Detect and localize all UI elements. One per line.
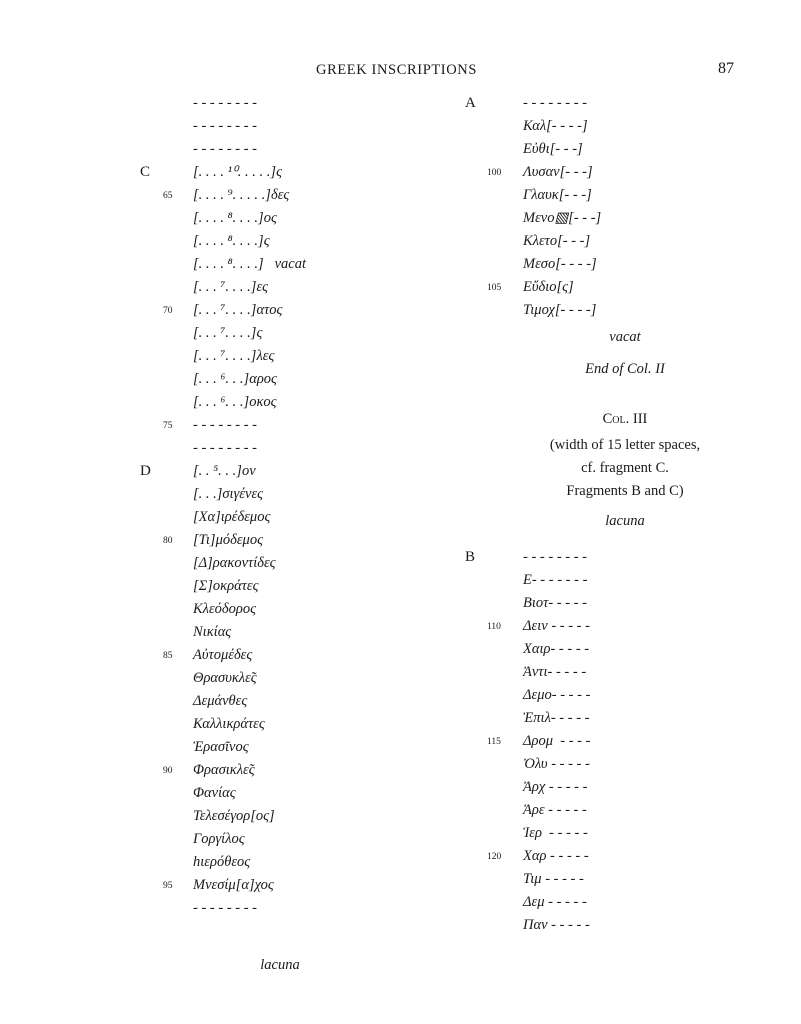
inscription-text: Τελεσέγορ[ος] bbox=[193, 808, 275, 824]
fragment-label: B bbox=[465, 549, 476, 565]
column-three-lines bbox=[465, 549, 785, 940]
inscription-line bbox=[140, 302, 460, 325]
inscription-line bbox=[465, 187, 785, 210]
line-number: 120 bbox=[487, 852, 502, 862]
inscription-text: Νικίας bbox=[193, 624, 232, 640]
inscription-line bbox=[465, 302, 785, 325]
spacer bbox=[465, 513, 785, 549]
vacat-label: vacat bbox=[609, 329, 641, 345]
inscription-line bbox=[465, 549, 785, 572]
inscription-line bbox=[465, 141, 785, 164]
spacer bbox=[465, 325, 785, 353]
inscription-line bbox=[140, 210, 460, 233]
inscription-line bbox=[140, 647, 460, 670]
inscription-line bbox=[140, 141, 460, 164]
inscription-line bbox=[465, 802, 785, 825]
line-number: 70 bbox=[163, 306, 173, 316]
inscription-text: Δρομ - - - - bbox=[523, 733, 591, 749]
fragment-label: D bbox=[140, 463, 151, 479]
inscription-text: Ἀντι- - - - - bbox=[523, 664, 587, 680]
inscription-line bbox=[140, 601, 460, 624]
inscription-text: [Δ]ρακοντίδες bbox=[193, 555, 276, 571]
left-column bbox=[140, 95, 460, 974]
page-header bbox=[0, 60, 801, 84]
inscription-line bbox=[140, 624, 460, 647]
inscription-line bbox=[140, 95, 460, 118]
inscription-line bbox=[140, 900, 460, 923]
inscription-line bbox=[465, 917, 785, 940]
inscription-text: Ἐρασῖνος bbox=[193, 739, 249, 755]
inscription-line bbox=[465, 710, 785, 733]
inscription-text: [. . . . ⁸. . . .] vacat bbox=[193, 256, 306, 272]
column-three-note-line: Fragments B and C) bbox=[566, 483, 684, 499]
inscription-text: - - - - - - - - bbox=[193, 118, 258, 134]
lacuna-label: lacuna bbox=[260, 957, 300, 973]
inscription-text: - - - - - - - - bbox=[193, 417, 258, 433]
inscription-line bbox=[140, 348, 460, 371]
line-number: 80 bbox=[163, 536, 173, 546]
fragment-label: A bbox=[465, 95, 476, 111]
inscription-text: [. . . ⁷. . . .]ες bbox=[193, 279, 269, 295]
spacer bbox=[465, 353, 785, 403]
inscription-text: Παν - - - - - bbox=[523, 917, 590, 933]
inscription-text: Δεμάνθες bbox=[193, 693, 248, 709]
inscription-line bbox=[140, 785, 460, 808]
fragment-label: C bbox=[140, 164, 151, 180]
inscription-line bbox=[140, 463, 460, 486]
inscription-text: Ἀρχ - - - - - bbox=[523, 779, 588, 795]
line-number: 65 bbox=[163, 191, 173, 201]
inscription-line bbox=[140, 532, 460, 555]
inscription-text: Κλετο[- - -] bbox=[523, 233, 591, 249]
inscription-line bbox=[140, 808, 460, 831]
inscription-text: [. . . ⁶. . .]αρος bbox=[193, 371, 277, 387]
inscription-text: [. . . . ⁸. . . .]ος bbox=[193, 210, 277, 226]
inscription-line bbox=[140, 509, 460, 532]
inscription-text: Ἐπιλ- - - - - bbox=[523, 710, 590, 726]
inscription-text: Κλεόδορος bbox=[193, 601, 256, 617]
inscription-text: [. . . . ¹⁰. . . . .]ς bbox=[193, 164, 282, 180]
inscription-text: - - - - - - - - bbox=[193, 141, 258, 157]
inscription-line bbox=[465, 641, 785, 664]
inscription-text: [. . . ⁷. . . .]λες bbox=[193, 348, 275, 364]
line-number: 115 bbox=[487, 737, 501, 747]
inscription-line bbox=[140, 394, 460, 417]
inscription-text: Γοργίλος bbox=[193, 831, 245, 847]
inscription-line bbox=[465, 687, 785, 710]
line-number: 105 bbox=[487, 283, 502, 293]
inscription-line bbox=[465, 164, 785, 187]
note-row bbox=[465, 483, 785, 513]
inscription-line bbox=[140, 578, 460, 601]
inscription-line bbox=[465, 779, 785, 802]
line-number: 85 bbox=[163, 651, 173, 661]
inscription-text: - - - - - - - - bbox=[193, 95, 258, 111]
inscription-text: [Σ]οκράτες bbox=[193, 578, 259, 594]
inscription-text: Ἀρε - - - - - bbox=[523, 802, 587, 818]
line-number: 95 bbox=[163, 881, 173, 891]
inscription-line bbox=[140, 371, 460, 394]
inscription-text: Φανίας bbox=[193, 785, 236, 801]
right-column bbox=[465, 95, 785, 940]
inscription-text: [. . . . ⁹. . . . .]δες bbox=[193, 187, 290, 203]
inscription-line bbox=[140, 164, 460, 187]
inscription-text: [. . . ⁷. . . .]ς bbox=[193, 325, 263, 341]
spacer bbox=[140, 923, 460, 957]
line-number: 110 bbox=[487, 622, 501, 632]
inscription-line bbox=[140, 555, 460, 578]
inscription-text: [. . ⁵. . .]ον bbox=[193, 463, 256, 479]
inscription-text: - - - - - - - - bbox=[523, 95, 588, 111]
line-number: 75 bbox=[163, 421, 173, 431]
inscription-line bbox=[140, 716, 460, 739]
inscription-text: Γλαυκ[- - -] bbox=[523, 187, 592, 203]
inscription-text: - - - - - - - - bbox=[523, 549, 588, 565]
inscription-line bbox=[465, 572, 785, 595]
column-three-note-line: cf. fragment C. bbox=[581, 460, 669, 476]
column-three-note-line: (width of 15 letter spaces, bbox=[549, 437, 701, 453]
inscription-line bbox=[140, 739, 460, 762]
left-column-lines bbox=[140, 95, 460, 923]
line-number: 90 bbox=[163, 766, 173, 776]
column-three-heading: Col. III bbox=[602, 411, 648, 427]
line-number: 100 bbox=[487, 168, 502, 178]
inscription-line bbox=[465, 95, 785, 118]
inscription-text: Φρασικλε̃ς bbox=[193, 762, 255, 778]
inscription-line bbox=[465, 733, 785, 756]
inscription-line bbox=[465, 664, 785, 687]
inscription-text: Τιμοχ[- - - -] bbox=[523, 302, 597, 318]
inscription-text: Θρασυκλε̃ς bbox=[193, 670, 257, 686]
inscription-line bbox=[140, 233, 460, 256]
inscription-line bbox=[140, 693, 460, 716]
inscription-line bbox=[140, 486, 460, 509]
inscription-line bbox=[140, 854, 460, 877]
inscription-line bbox=[465, 756, 785, 779]
inscription-line bbox=[140, 279, 460, 302]
column-two-lines bbox=[465, 95, 785, 325]
inscription-text: Χαιρ- - - - - bbox=[523, 641, 590, 657]
lacuna-label: lacuna bbox=[605, 513, 645, 529]
inscription-line bbox=[465, 825, 785, 848]
inscription-text: hιερόθεος bbox=[193, 854, 251, 870]
inscription-line bbox=[140, 187, 460, 210]
inscription-text: Μνεσίμ[α]χος bbox=[193, 877, 274, 893]
end-of-column-label: End of Col. II bbox=[585, 361, 665, 377]
inscription-text: Τιμ - - - - - bbox=[523, 871, 584, 887]
inscription-line bbox=[140, 440, 460, 463]
inscription-text: [Τι]μόδεμος bbox=[193, 532, 263, 548]
inscription-line bbox=[465, 848, 785, 871]
inscription-text: Αὐτομέδες bbox=[193, 647, 253, 663]
inscription-line bbox=[465, 894, 785, 917]
running-title: GREEK INSCRIPTIONS bbox=[316, 62, 478, 78]
inscription-line bbox=[140, 670, 460, 693]
inscription-line bbox=[140, 256, 460, 279]
inscription-text: [Χα]ιρέδεμος bbox=[193, 509, 271, 525]
inscription-line bbox=[465, 618, 785, 641]
inscription-text: Ὀλυ - - - - - bbox=[523, 756, 590, 772]
inscription-line bbox=[140, 325, 460, 348]
inscription-line bbox=[465, 256, 785, 279]
spacer bbox=[465, 403, 785, 437]
inscription-text: Μενο▧[- - -] bbox=[523, 210, 602, 226]
inscription-line bbox=[140, 762, 460, 785]
inscription-text: Εὔδιο[ς] bbox=[523, 279, 574, 295]
inscription-text: Ἱερ - - - - - bbox=[523, 825, 588, 841]
inscription-line bbox=[465, 118, 785, 141]
inscription-text: [. . . ⁷. . . .]ατος bbox=[193, 302, 283, 318]
inscription-text: Δειν - - - - - bbox=[523, 618, 590, 634]
note-row bbox=[465, 460, 785, 483]
inscription-text: Εὐθι[- - -] bbox=[523, 141, 583, 157]
inscription-text: [. . . . ⁸. . . .]ς bbox=[193, 233, 270, 249]
inscription-text: Δεμο- - - - - bbox=[523, 687, 591, 703]
note-row bbox=[465, 437, 785, 460]
inscription-text: Λυσαν[- - -] bbox=[523, 164, 593, 180]
inscription-text: [. . . ⁶. . .]οκος bbox=[193, 394, 277, 410]
inscription-line bbox=[140, 118, 460, 141]
inscription-text: - - - - - - - - bbox=[193, 440, 258, 456]
inscription-text: Βιοτ- - - - - bbox=[523, 595, 587, 611]
inscription-line bbox=[465, 279, 785, 302]
inscription-line bbox=[465, 871, 785, 894]
inscription-line bbox=[465, 233, 785, 256]
inscription-text: Δεμ - - - - - bbox=[523, 894, 587, 910]
inscription-line bbox=[140, 417, 460, 440]
inscription-line bbox=[465, 210, 785, 233]
inscription-text: [. . .]σιγένες bbox=[193, 486, 264, 502]
inscription-text: Καλλικράτες bbox=[193, 716, 265, 732]
inscription-text: Μεσο[- - - -] bbox=[523, 256, 597, 272]
inscription-line bbox=[140, 877, 460, 900]
inscription-line bbox=[465, 595, 785, 618]
inscription-line bbox=[140, 831, 460, 854]
page-number: 87 bbox=[718, 60, 734, 77]
inscription-text: - - - - - - - - bbox=[193, 900, 258, 916]
inscription-text: Χαρ - - - - - bbox=[523, 848, 589, 864]
inscription-text: Ε- - - - - - - bbox=[523, 572, 588, 588]
inscription-text: Καλ[- - - -] bbox=[523, 118, 588, 134]
